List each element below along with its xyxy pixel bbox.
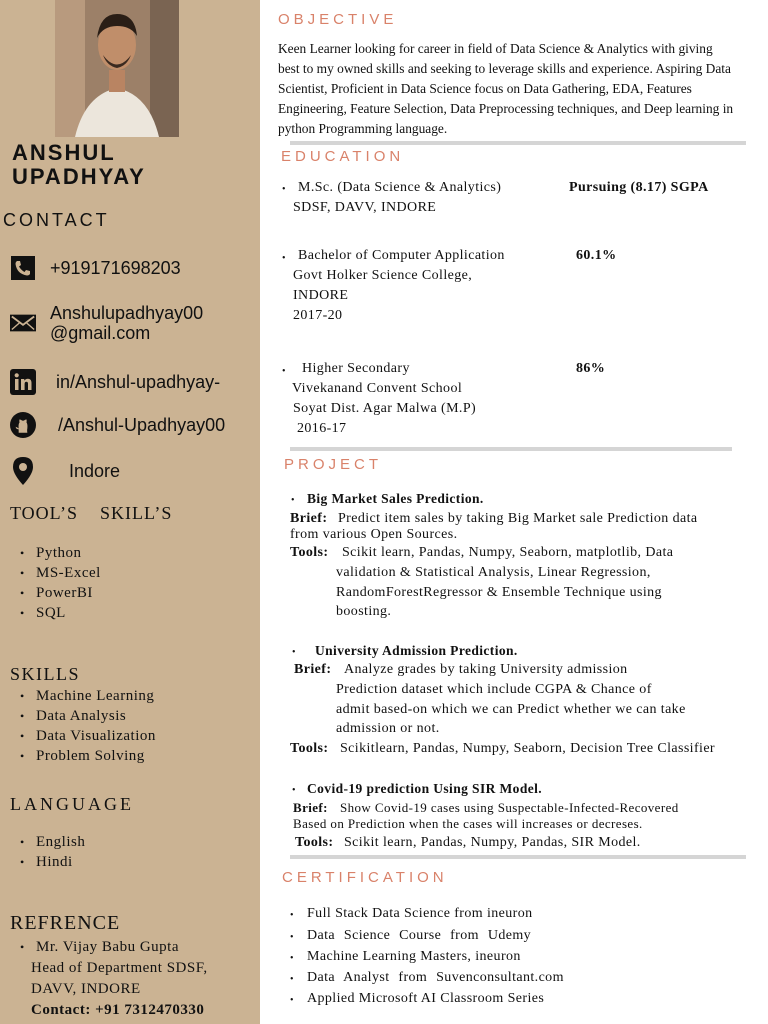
contact-email[interactable] (10, 303, 203, 343)
certification-item: Data Analyst from Suvenconsultant.com (307, 970, 564, 985)
bullet: • (290, 974, 294, 985)
certification-item: Full Stack Data Science from ineuron (307, 906, 533, 921)
tools-label: Tools: (290, 545, 329, 560)
bullet: • (290, 932, 294, 943)
tools-heading: TOOL’S SKILL’S (10, 503, 173, 523)
bullet: • (290, 995, 294, 1006)
phone-icon (10, 255, 36, 281)
linkedin-handle: in/Anshul-upadhyay- (56, 372, 221, 392)
email-icon (10, 310, 36, 336)
education-detail: Govt Holker Science College, (293, 268, 473, 283)
divider (290, 447, 732, 451)
skill-item: • Data Visualization (20, 726, 156, 746)
tool-item: • MS-Excel (20, 563, 101, 583)
bullet: • (282, 253, 286, 264)
education-score: 60.1% (576, 248, 617, 263)
project-title: University Admission Prediction. (315, 643, 518, 658)
project-brief: Show Covid-19 cases using Suspectable-Infected-Recovered (340, 800, 679, 815)
project-brief: Analyze grades by taking University admission (344, 662, 628, 677)
reference-role-1: Head of Department SDSF, (31, 960, 208, 976)
education-detail: 2017-20 (293, 308, 343, 323)
location-text: Indore (69, 461, 121, 481)
objective-text: Keen Learner looking for career in field of Data Science & Analytics with giving best to my owned skills and seeking to leverage skills and experience. Aspiring Data Scientist, Proficient in Data Science focus on Data Gathering, EDA, Features Engineering, Feature Selection, Data Preprocessing techniques, and Deep learning in python Programming language. (278, 41, 734, 136)
education-degree: Higher Secondary (302, 361, 410, 376)
candidate-name (12, 141, 146, 189)
contact-location (10, 458, 120, 484)
skills-heading: SKILLS (10, 664, 81, 684)
project-brief: Prediction dataset which include CGPA & Chance of (336, 682, 652, 697)
project-heading: PROJECT (284, 456, 383, 473)
tool-item: • Python (20, 543, 101, 563)
github-icon (10, 412, 36, 438)
certification-item: Applied Microsoft AI Classroom Series (307, 991, 545, 1006)
education-detail: SDSF, DAVV, INDORE (293, 200, 437, 215)
skill-item: • Problem Solving (20, 746, 156, 766)
skill-item: • Machine Learning (20, 686, 156, 706)
project-tools: validation & Statistical Analysis, Linear Regression, (336, 565, 651, 580)
contact-heading: CONTACT (3, 210, 110, 230)
language-heading: LANGUAGE (10, 794, 134, 814)
contact-linkedin[interactable] (10, 369, 220, 395)
project-title: Covid-19 prediction Using SIR Model. (307, 781, 543, 796)
tools-list (20, 543, 101, 623)
tools-label: Tools: (295, 835, 334, 850)
skill-item: • Data Analysis (20, 706, 156, 726)
skills-list (20, 686, 156, 766)
certification-heading: CERTIFICATION (282, 869, 448, 886)
sidebar (0, 0, 260, 1024)
brief-label: Brief: (294, 662, 332, 677)
language-list (20, 832, 85, 872)
education-heading: EDUCATION (281, 148, 405, 165)
email-address (50, 303, 203, 343)
bullet: • (292, 785, 296, 796)
language-item: • Hindi (20, 852, 85, 872)
bullet: • (291, 495, 295, 506)
email-line-1: Anshulupadhyay00 (50, 303, 204, 323)
location-pin-icon (10, 458, 36, 484)
education-degree: Bachelor of Computer Application (298, 248, 505, 263)
bullet: • (290, 910, 294, 921)
objective-heading: OBJECTIVE (278, 11, 398, 28)
reference-name: • Mr. Vijay Babu Gupta (20, 939, 179, 955)
project-title: Big Market Sales Prediction. (307, 491, 484, 506)
tools-label: Tools: (290, 741, 329, 756)
divider (290, 141, 746, 145)
tool-item: • PowerBI (20, 583, 101, 603)
education-score: Pursuing (8.17) SGPA (569, 180, 709, 195)
reference-contact: Contact: +91 7312470330 (31, 1002, 205, 1018)
project-tools: boosting. (336, 604, 392, 619)
education-detail: Vivekanand Convent School (292, 381, 463, 396)
contact-phone[interactable] (10, 255, 181, 281)
phone-number: +919171698203 (50, 258, 181, 278)
education-degree: M.Sc. (Data Science & Analytics) (298, 180, 502, 195)
name-line-1: ANSHUL (12, 140, 116, 165)
linkedin-icon (10, 369, 36, 395)
project-tools: Scikit learn, Pandas, Numpy, Pandas, SIR Model. (344, 835, 641, 850)
project-brief: admit based-on which we can Predict whether we can take (336, 702, 686, 717)
education-detail: 2016-17 (297, 421, 347, 436)
contact-github[interactable] (10, 412, 225, 438)
language-item: • English (20, 832, 85, 852)
name-line-2: UPADHYAY (12, 164, 146, 189)
bullet: • (290, 953, 294, 964)
bullet: • (292, 647, 296, 658)
bullet: • (282, 184, 286, 195)
project-brief: from various Open Sources. (290, 527, 458, 542)
bullet: • (282, 366, 286, 377)
reference-heading: REFRENCE (10, 912, 121, 934)
certification-item: Data Science Course from Udemy (307, 928, 532, 943)
brief-label: Brief: (293, 800, 328, 815)
education-detail: Soyat Dist. Agar Malwa (M.P) (293, 401, 477, 416)
project-brief: Based on Prediction when the cases will increases or decreses. (293, 816, 643, 831)
profile-photo (55, 0, 179, 137)
project-brief: admission or not. (336, 721, 440, 736)
email-line-2: @gmail.com (50, 323, 151, 343)
reference-block (20, 937, 255, 1021)
brief-label: Brief: (290, 511, 328, 526)
project-tools: Scikit learn, Pandas, Numpy, Seaborn, matplotlib, Data (342, 545, 674, 560)
project-brief: Predict item sales by taking Big Market sale Prediction data (338, 511, 698, 526)
divider (290, 855, 746, 859)
github-handle: /Anshul-Upadhyay00 (58, 415, 226, 435)
education-detail: INDORE (293, 288, 349, 303)
education-score: 86% (576, 361, 606, 376)
reference-role-2: DAVV, INDORE (31, 981, 141, 997)
certification-item: Machine Learning Masters, ineuron (307, 949, 521, 964)
tool-item: • SQL (20, 603, 101, 623)
project-tools: RandomForestRegressor & Ensemble Technique using (336, 585, 662, 600)
project-tools: Scikitlearn, Pandas, Numpy, Seaborn, Decision Tree Classifier (340, 741, 715, 756)
